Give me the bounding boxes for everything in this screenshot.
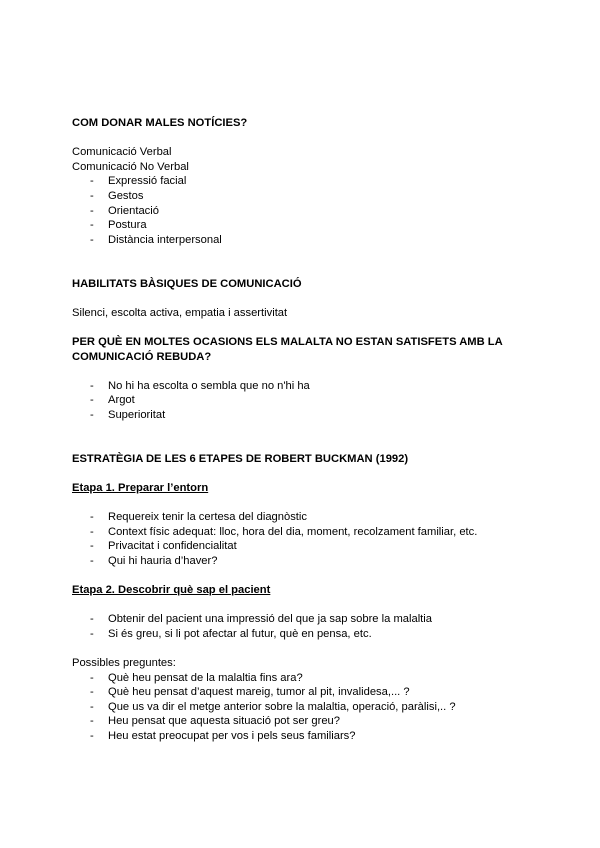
list-item: - Si és greu, si li pot afectar al futur, què en pensa, etc. (72, 627, 532, 642)
list-item: - Argot (72, 393, 532, 408)
list-item: - Expressió facial (72, 174, 532, 189)
list-item: - Orientació (72, 204, 532, 219)
list-item: - No hi ha escolta o sembla que no n'hi ha (72, 379, 532, 394)
text-line: Silenci, escolta activa, empatia i assertivitat (72, 306, 288, 319)
list-item: - Que us va dir el metge anterior sobre la malaltia, operació, paràlisi,.. ? (72, 700, 532, 715)
heading-com-donar-males-noticies: COM DONAR MALES NOTÍCIES? (72, 117, 248, 129)
list-item: - Requereix tenir la certesa del diagnòstic (72, 510, 532, 525)
list-item: - Qui hi hauria d’haver? (72, 554, 532, 569)
text-line: Comunicació Verbal (72, 146, 172, 159)
heading-etapa-2: Etapa 2. Descobrir què sap el pacient (72, 584, 271, 596)
list-item: - Heu pensat que aquesta situació pot ser greu? (72, 714, 532, 729)
list-item: - Gestos (72, 189, 532, 204)
list-item: - Postura (72, 218, 532, 233)
heading-estrategia-buckman: ESTRATÈGIA DE LES 6 ETAPES DE ROBERT BUCKMAN (1992) (72, 452, 409, 465)
list-per-que (72, 379, 532, 423)
text-line: Comunicació No Verbal (72, 160, 189, 173)
possibles-preguntes-label: Possibles preguntes: (72, 656, 176, 669)
list-possibles-preguntes (72, 671, 532, 744)
heading-per-que-line1: PER QUÈ EN MOLTES OCASIONS ELS MALALTA NO ESTAN SATISFETS AMB LA (72, 335, 503, 348)
list-etapa-2 (72, 612, 532, 641)
list-item: - Distància interpersonal (72, 233, 532, 248)
list-item: - Obtenir del pacient una impressió del que ja sap sobre la malaltia (72, 612, 532, 627)
list-item: - Què heu pensat de la malaltia fins ara? (72, 671, 532, 686)
list-item: - Superioritat (72, 408, 532, 423)
list-item: - Context físic adequat: lloc, hora del dia, moment, recolzament familiar, etc. (72, 525, 532, 540)
list-no-verbal (72, 174, 532, 247)
heading-etapa-1: Etapa 1. Preparar l’entorn (72, 481, 209, 494)
heading-per-que-line2: COMUNICACIÓ REBUDA? (72, 350, 212, 363)
list-item: - Privacitat i confidencialitat (72, 539, 532, 554)
list-item: - Heu estat preocupat per vos i pels seus familiars? (72, 729, 532, 744)
list-item: - Què heu pensat d’aquest mareig, tumor al pit, invalidesa,... ? (72, 685, 532, 700)
list-etapa-1 (72, 510, 532, 568)
heading-habilitats-basiques: HABILITATS BÀSIQUES DE COMUNICACIÓ (72, 277, 302, 290)
document-content (72, 116, 532, 744)
